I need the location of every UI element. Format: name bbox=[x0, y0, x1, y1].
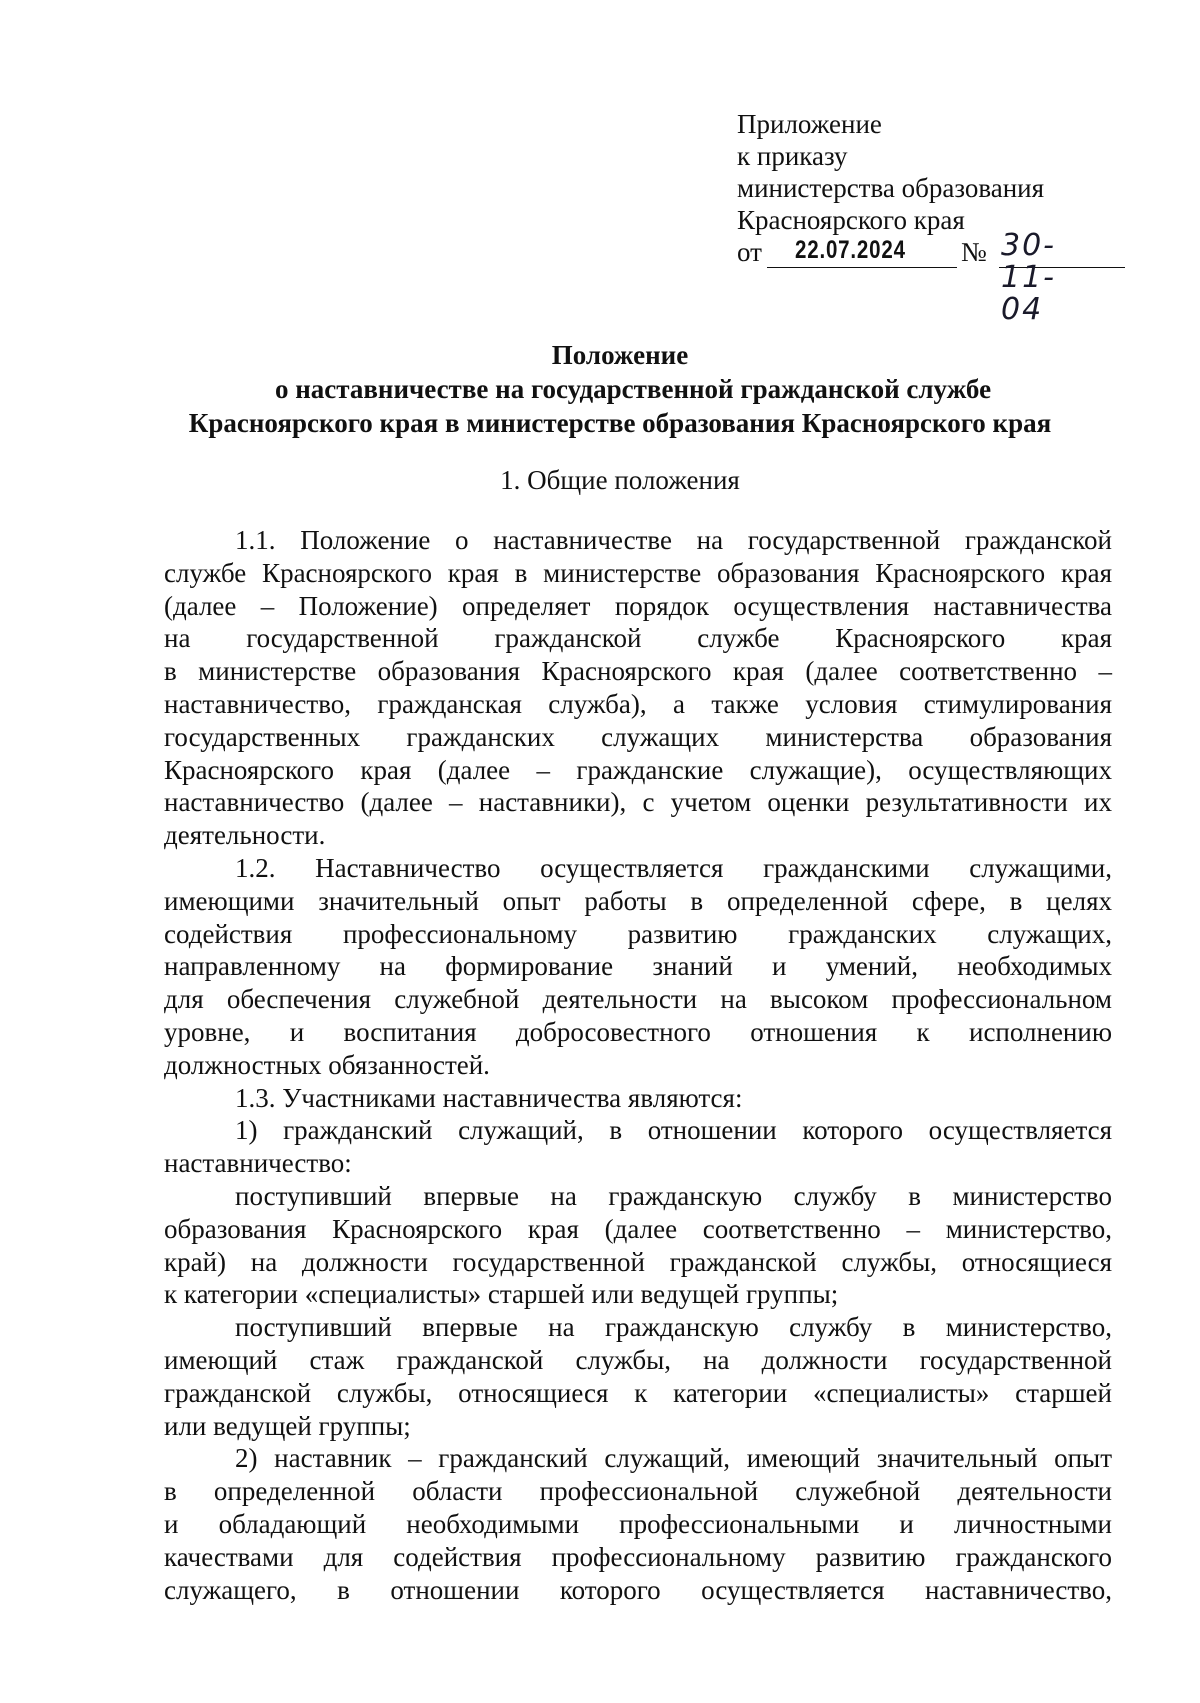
body-line: наставничество, гражданская служба), а также условия стимулирования bbox=[164, 688, 1112, 719]
body-line: образования Красноярского края (далее соответственно – министерство, bbox=[164, 1213, 1112, 1244]
appendix-line-3: министерства образования bbox=[737, 173, 1045, 203]
number-sign: № bbox=[961, 237, 987, 267]
body-line: край) на должности государственной гражданской службы, относящиеся bbox=[164, 1246, 1112, 1277]
section-heading: 1. Общие положения bbox=[500, 465, 740, 495]
document-title bbox=[160, 338, 1080, 440]
body-line: и обладающий необходимыми профессиональными и личностными bbox=[164, 1508, 1112, 1539]
body-line: службе Красноярского края в министерстве образования Красноярского края bbox=[164, 557, 1112, 588]
body-line: служащего, в отношении которого осуществляется наставничество, bbox=[164, 1574, 1112, 1605]
appendix-line-2: к приказу bbox=[737, 141, 848, 171]
body-line: в министерстве образования Красноярского края (далее соответственно – bbox=[164, 656, 1112, 687]
title-line-1: Положение bbox=[551, 340, 689, 370]
body-line: на государственной гражданской службе Красноярского края bbox=[164, 623, 1112, 654]
body-line: государственных гражданских служащих министерства образования bbox=[164, 721, 1112, 752]
order-number: 30-11-04 bbox=[1001, 228, 1056, 327]
body-line: наставничество (далее – наставники), с учетом оценки результативности их bbox=[164, 787, 1112, 818]
body-line: наставничество: bbox=[164, 1148, 352, 1179]
body-line: или ведущей группы; bbox=[164, 1410, 411, 1441]
body-line: деятельности. bbox=[164, 820, 326, 851]
date-prefix: от bbox=[737, 237, 762, 267]
appendix-line-4: Красноярского края bbox=[737, 205, 965, 235]
body-line: 1) гражданский служащий, в отношении которого осуществляется bbox=[235, 1115, 1112, 1146]
body-line: имеющий стаж гражданской службы, на должности государственной bbox=[164, 1344, 1112, 1375]
body-line: гражданской службы, относящиеся к категории «специалисты» старшей bbox=[164, 1377, 1112, 1408]
body-line: 1.2. Наставничество осуществляется гражданскими служащими, bbox=[235, 852, 1112, 883]
body-line: Красноярского края (далее – гражданские служащие), осуществляющих bbox=[164, 754, 1112, 785]
appendix-block bbox=[737, 108, 1056, 327]
appendix-line-1: Приложение bbox=[737, 109, 882, 139]
body-line: должностных обязанностей. bbox=[164, 1049, 490, 1080]
body-line: (далее – Положение) определяет порядок осуществления наставничества bbox=[164, 590, 1112, 621]
body-line: 1.3. Участниками наставничества являются: bbox=[235, 1082, 743, 1113]
body-line: направленному на формирование знаний и умений, необходимых bbox=[164, 951, 1112, 982]
body-line: 1.1. Положение о наставничестве на государственной гражданской bbox=[235, 525, 1112, 555]
body-line: 2) наставник – гражданский служащий, имеющий значительный опыт bbox=[235, 1443, 1112, 1474]
body-line: поступивший впервые на гражданскую службу в министерство, bbox=[235, 1312, 1112, 1343]
body-line: качествами для содействия профессиональному развитию гражданского bbox=[164, 1541, 1112, 1572]
body-line: поступивший впервые на гражданскую службу в министерство bbox=[235, 1180, 1112, 1211]
title-line-2: о наставничестве на государственной гражданской службе bbox=[274, 374, 992, 404]
order-date-number-line bbox=[737, 228, 1056, 327]
body-line: к категории «специалисты» старшей или ведущей группы; bbox=[164, 1279, 839, 1310]
body-line: в определенной области профессиональной служебной деятельности bbox=[164, 1476, 1112, 1507]
body-line: содействия профессиональному развитию гражданских служащих, bbox=[164, 918, 1112, 949]
title-line-3: Красноярского края в министерстве образования Красноярского края bbox=[188, 408, 1052, 438]
body-line: имеющими значительный опыт работы в определенной сфере, в целях bbox=[164, 885, 1112, 916]
body-line: уровне, и воспитания добросовестного отношения к исполнению bbox=[164, 1016, 1112, 1047]
document-body bbox=[164, 524, 1112, 1606]
body-line: для обеспечения служебной деятельности на высоком профессиональном bbox=[164, 984, 1112, 1015]
order-date: 22.07.2024 bbox=[795, 236, 906, 264]
